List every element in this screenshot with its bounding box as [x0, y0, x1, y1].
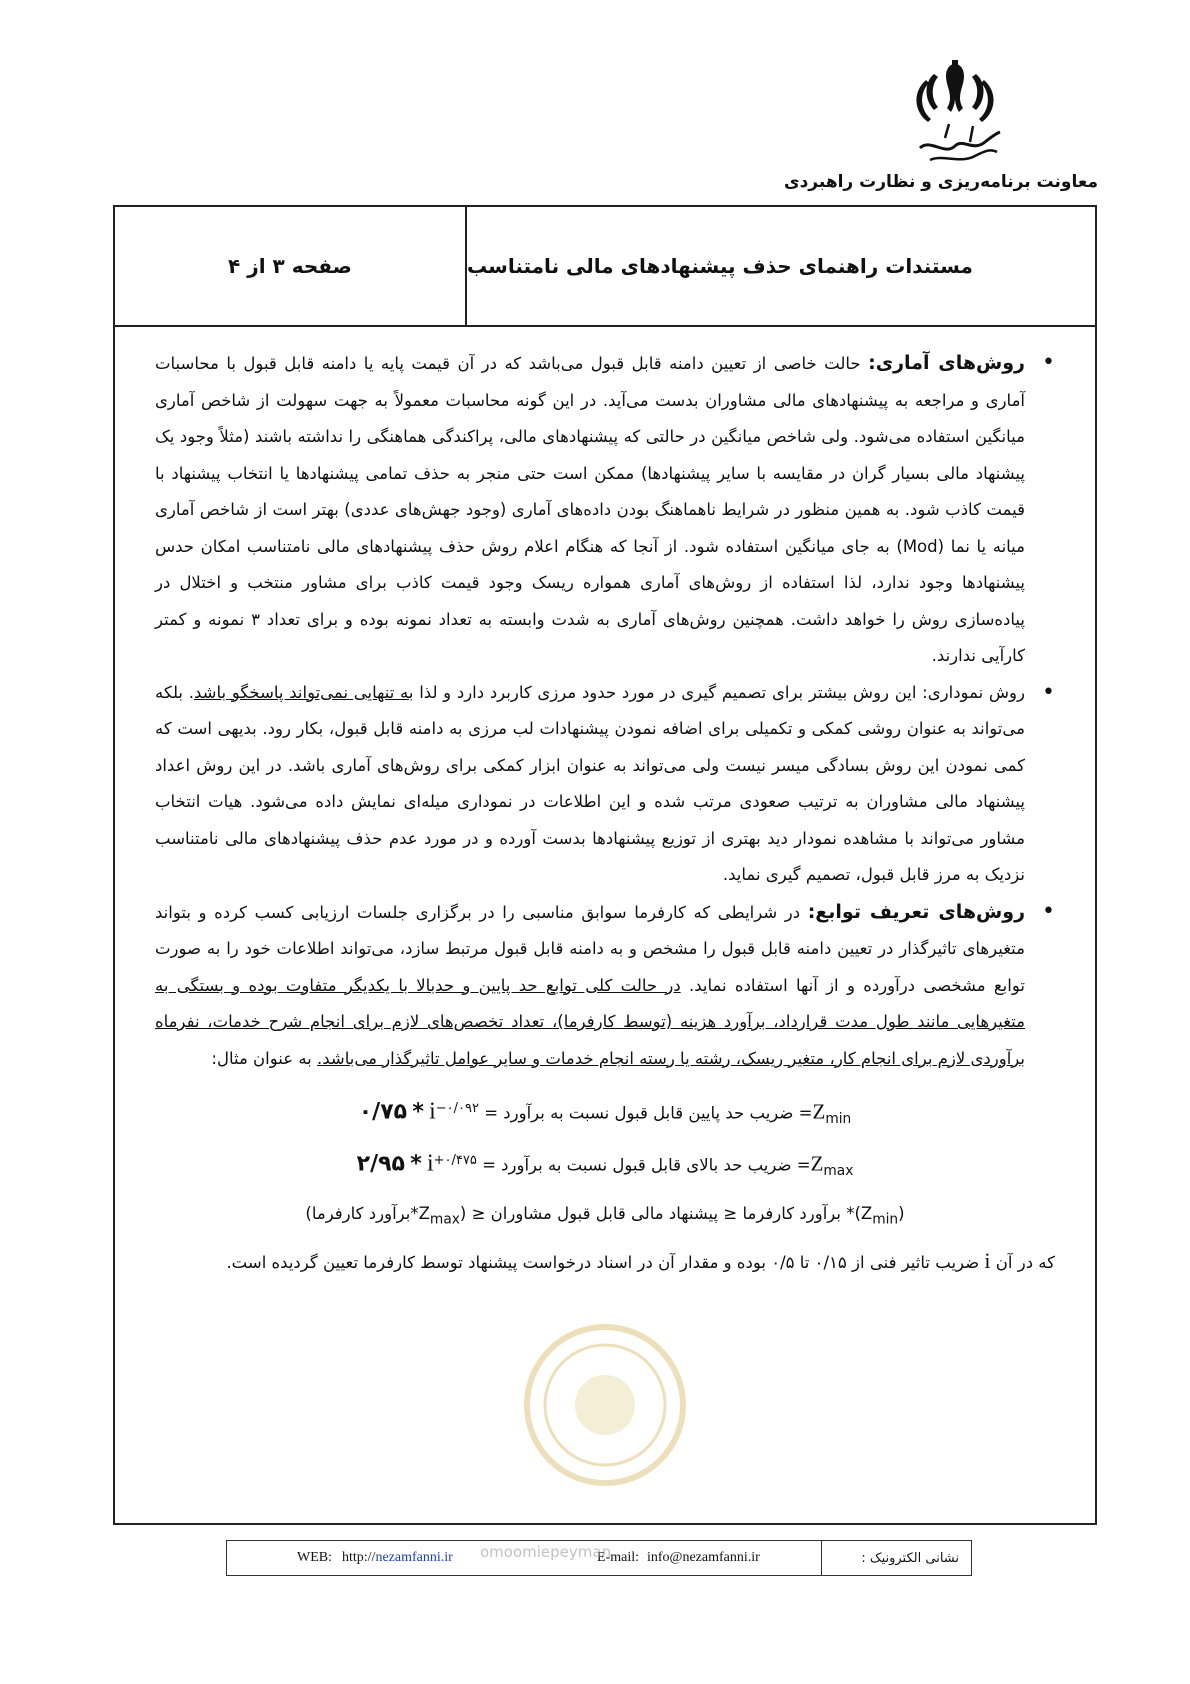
document-title: مستندات راهنمای حذف پیشنهادهای مالی نامتناسب: [465, 207, 1095, 325]
section-text: روش نموداری: این روش بیشتر برای تصمیم گیری در مورد حدود مرزی کاربرد دارد و لذا: [419, 682, 1025, 702]
section-title: روش‌های آماری:: [868, 352, 1025, 374]
organization-name: معاونت برنامه‌ریزی و نظارت راهبردی: [784, 172, 1098, 192]
document-body: [155, 345, 1055, 1282]
section-underlined-text: به تنهایی نمی‌تواند پاسخگو باشد: [193, 682, 414, 702]
document-frame: [113, 205, 1097, 1525]
footer-web: WEB: http://nezamfanni.ir: [297, 1550, 453, 1565]
watermark-text: omoomiepeyman: [480, 1543, 612, 1561]
document-header: [115, 207, 1095, 327]
section-title: روش‌های تعریف توابع:: [807, 900, 1026, 923]
footer-label: نشانی الکترونیک :: [821, 1541, 971, 1575]
closing-text: که در آن i ضریب تاثیر فنی از ۰/۱۵ تا ۰/۵ بوده و مقدار آن در اسناد درخواست پیشنهاد توسط کارفرما تعیین گردیده است.: [226, 1248, 1055, 1274]
section-underlined-text: در حالت کلی توابع حد پایین و حدبالا با یکدیگر متفاوت بوده و بستگی به متغیرهایی مانند طول مدت قرارداد، برآورد هزینه (توسط کارفرما)، تعداد تخصص‌های لازم برای انجام شرح خدمات، نفرماه برآوردی لازم برای انجام کار، متغیر ریسک، رشته یا رسته انجام خدمات و سایر عوامل تاثیرگذار می‌باشد.: [155, 975, 1025, 1068]
formula-zmin: $Z_{min}=$ ضریب حد پایین قابل قبول نسبت به برآورد = ۰/۷۵ * $i^{-۰/۰۹۲}$: [358, 1098, 852, 1127]
iran-emblem-icon: [900, 60, 1010, 170]
section-statistical-methods: [155, 345, 1055, 675]
formula-zmax: $Z_{max}=$ ضریب حد بالای قابل قبول نسبت به برآورد = ۲/۹۵ * $i^{+۰/۴۷۵}$: [356, 1150, 854, 1180]
section-function-methods: [155, 894, 1055, 1078]
section-text: حالت خاصی از تعیین دامنه قابل قبول می‌باشد که در آن قیمت پایه یا دامنه قابل قبول با محاسبات آماری و مراجعه به پیشنهادهای مالی مشاوران بدست می‌آید. در این گونه محاسبات معمولاً به جهت سهولت از شاخص آماری میانگین استفاده می‌شود. ولی شاخص میانگین در حالتی که پیشنهادهای مالی، پراکندگی هماهنگی را نداشته باشند (مثلاً وجود یک پیشنهاد مالی بسیار گران در مقایسه با سایر پیشنهادها) ممکن است حتی منجر به حذف تمامی پیشنهادها یا انتخاب پیشنهاد با قیمت کاذب شود. به همین منظور در شرایط ناهماهنگ بودن داده‌های آماری (وجود جهش‌های عددی) بهتر است از شاخص آماری میانه یا نما (Mod) به جای میانگین استفاده شود. از آنجا که هنگام اعلام روش حذف پیشنهادهای مالی نامتناسب امکان حدس پیشنهادها وجود ندارد، لذا استفاده از روش‌های آماری همواره ریسک وجود قیمت کاذب برای مشاور منتخب و اختلال در پیاده‌سازی روش را خواهد داشت. همچنین روش‌های آماری به شدت وابسته به تعداد نمونه بوده و برای تعداد ۳ نمونه و کمتر کارآیی ندارند.: [155, 354, 1025, 665]
footer-email: E-mail: info@nezamfanni.ir: [597, 1550, 760, 1565]
section-graphical-method: [155, 675, 1055, 894]
formula-range: $(Z_{min})*$ برآورد کارفرما ≤ پیشنهاد مالی قابل قبول مشاوران ≤ ($Z_{max}*برآورد$ کارفرما): [305, 1203, 905, 1227]
web-link[interactable]: http://nezamfanni.ir: [342, 1550, 453, 1565]
page-number: صفحه ۳ از ۴: [228, 254, 352, 278]
section-text: در شرایطی که کارفرما سوابق مناسبی را در برگزاری جلسات ارزیابی کسب کرده و بتواند متغیرهای تاثیرگذار در تعیین دامنه قابل قبول را مشخص و به دامنه قابل قبول مرتبط سازد، می‌تواند اطلاعات خود را به صورت توابع مشخصی درآورده و از آنها استفاده نماید.: [155, 902, 1025, 995]
section-text: به عنوان مثال:: [211, 1048, 312, 1068]
section-text: . بلکه می‌تواند به عنوان روشی کمکی و تکمیلی برای اضافه نمودن پیشنهادات لب مرزی به دامنه قابل قبول، بکار رود. بدیهی است که کمی نمودن این روش بسادگی میسر نیست ولی می‌تواند به عنوان ابزار کمکی برای روش‌های آماری باشد. در این روش اعداد پیشنهاد مالی مشاوران به ترتیب صعودی مرتب شده و این اطلاعات در نموداری میله‌ای نمایش داده می‌شود. هیات انتخاب مشاور می‌تواند با مشاهده نمودار دید بهتری از توزیع پیشنهادها بدست آورده و در مورد عدم حذف پیشنهادهای مالی نامتناسب نزدیک به مرز قابل قبول، تصمیم گیری نماید.: [155, 682, 1025, 884]
email-link[interactable]: info@nezamfanni.ir: [647, 1550, 760, 1565]
